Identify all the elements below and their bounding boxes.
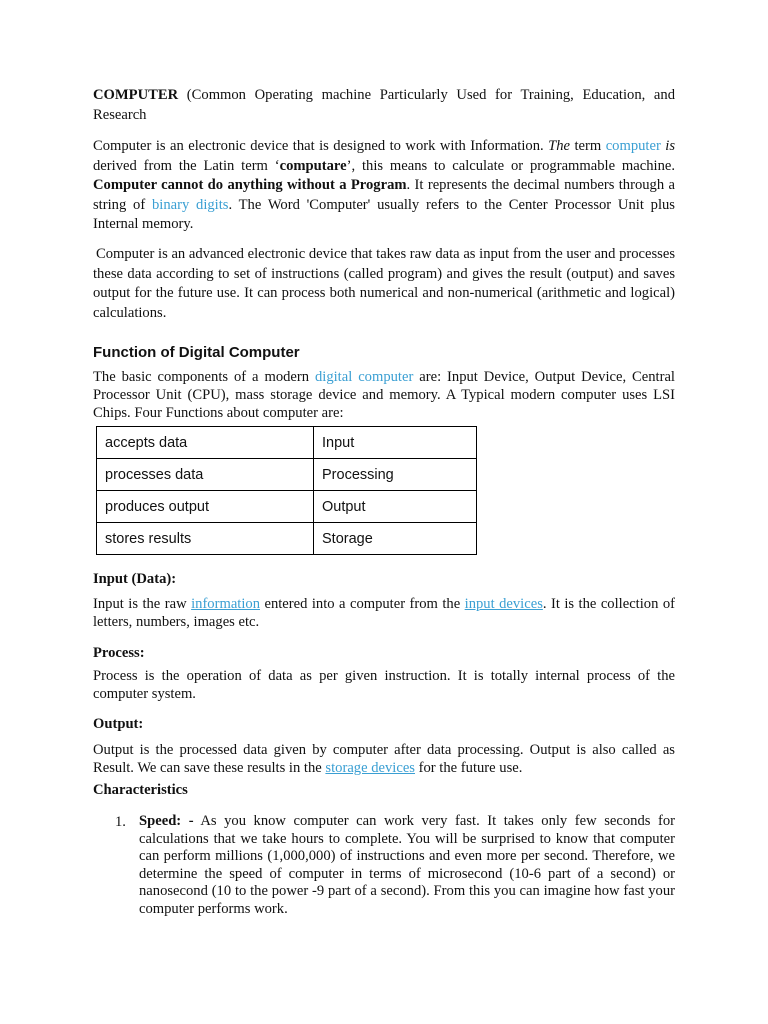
intro-computare: computare bbox=[279, 157, 347, 174]
input-text-b: entered into a computer from the bbox=[264, 596, 461, 612]
table-cell: accepts data bbox=[97, 427, 314, 459]
table-cell: Input bbox=[314, 427, 477, 459]
intro-sentence-1: Computer is an electronic device that is designed to work with Information. bbox=[93, 138, 544, 154]
output-heading: Output: bbox=[93, 716, 144, 732]
function-text-a: The basic components of a modern bbox=[93, 369, 310, 385]
function-paragraph bbox=[93, 368, 675, 422]
speed-title: Speed: - bbox=[139, 813, 194, 829]
function-text-b: are: Input Device, Output Device, Central Processor Unit (CPU), mass storage device and memory. A Typical modern computer uses LSI Chips. Four Functions about computer are: bbox=[93, 369, 675, 421]
process-heading: Process: bbox=[93, 645, 145, 661]
list-item-number: 1. bbox=[115, 814, 126, 830]
description-paragraph: Computer is an advanced electronic device that takes raw data as input from the user and processes these data according to set of instructions (called program) and gives the result (output) and saves output for the future use. It can process both numerical and non-numerical (arithmetic and logical) calculations. bbox=[93, 246, 675, 321]
digital-computer-link[interactable]: digital computer bbox=[314, 369, 414, 385]
function-heading: Function of Digital Computer bbox=[93, 344, 300, 361]
title-word: COMPUTER bbox=[93, 87, 179, 103]
intro-bold-sentence: Computer cannot do anything without a Program bbox=[93, 177, 407, 193]
intro-sentence-3: . It represents the decimal numbers through a string of bbox=[93, 177, 675, 213]
table-cell: Output bbox=[314, 491, 477, 523]
intro-paragraph bbox=[93, 137, 675, 235]
input-devices-link[interactable]: input devices bbox=[464, 596, 543, 612]
intro-sentence-4: . The Word 'Computer' usually refers to the Center Processor Unit plus Internal memory. bbox=[93, 196, 675, 232]
functions-table bbox=[96, 426, 477, 555]
intro-is-word: is bbox=[665, 138, 676, 154]
intro-the-word: The bbox=[548, 138, 570, 154]
binary-digits-link[interactable]: binary digits bbox=[151, 196, 229, 213]
table-row bbox=[97, 491, 477, 523]
output-text-b: for the future use. bbox=[418, 760, 523, 776]
title-paragraph bbox=[93, 86, 675, 125]
input-text-c: . It is the collection of letters, numbers, images etc. bbox=[93, 596, 675, 630]
table-row bbox=[97, 523, 477, 555]
computer-link[interactable]: computer bbox=[605, 138, 661, 154]
input-paragraph bbox=[93, 595, 675, 631]
table-cell: produces output bbox=[97, 491, 314, 523]
table-row bbox=[97, 459, 477, 491]
table-cell: Processing bbox=[314, 459, 477, 491]
table-cell: Storage bbox=[314, 523, 477, 555]
table-cell: processes data bbox=[97, 459, 314, 491]
title-expansion: (Common Operating machine Particularly Used for Training, Education, and Research bbox=[93, 87, 675, 123]
list-item bbox=[139, 813, 675, 918]
speed-text: As you know computer can work very fast. It takes only few seconds for calculations that we take hours to complete. You will be surprised to know that computer can perform millions (1,000,000) of instructions and even more per second. Therefore, we determine the speed of computer in terms of microsecond (10-6 part of a second) or nanosecond (10 to the power -9 part of a second). From this you can imagine how fast your computer performs work. bbox=[139, 813, 675, 917]
input-heading: Input (Data): bbox=[93, 571, 177, 587]
intro-term-word: term bbox=[574, 138, 602, 154]
characteristics-heading: Characteristics bbox=[93, 782, 188, 798]
process-paragraph: Process is the operation of data as per given instruction. It is totally internal process of the computer system. bbox=[93, 668, 675, 702]
intro-derived-text: derived from the Latin term ‘ bbox=[93, 157, 280, 174]
input-text-a: Input is the raw bbox=[93, 596, 187, 612]
output-text-a: Output is the processed data given by computer after data processing. Output is also called as Result. We can save these results in the bbox=[93, 742, 675, 776]
information-link[interactable]: information bbox=[191, 596, 260, 612]
output-paragraph bbox=[93, 741, 675, 777]
table-cell: stores results bbox=[97, 523, 314, 555]
table-row bbox=[97, 427, 477, 459]
storage-devices-link[interactable]: storage devices bbox=[325, 760, 415, 776]
intro-after-computare: ’, this means to calculate or programmable machine. bbox=[346, 157, 675, 174]
